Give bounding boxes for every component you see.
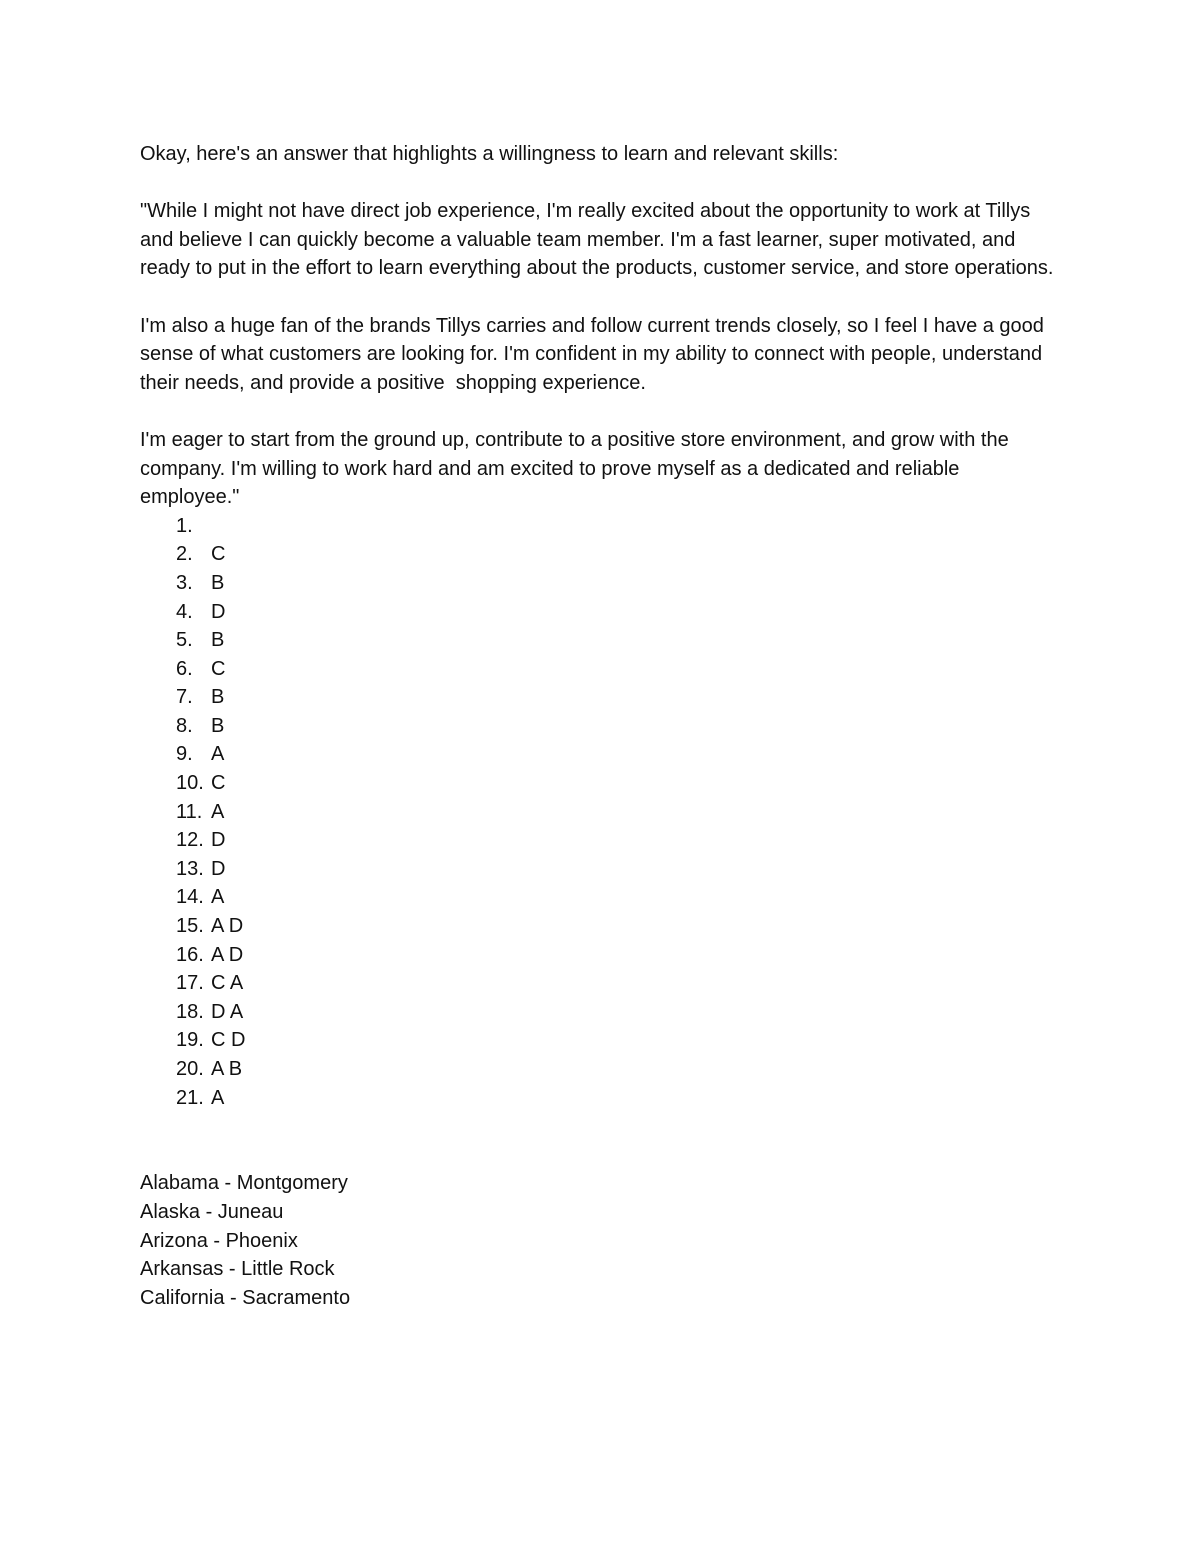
list-number: 5. [176,629,193,652]
list-number: 10. [176,772,204,795]
list-value: C A [211,972,244,995]
list-item [140,540,1060,569]
list-value: A [211,800,225,823]
list-value: D [211,829,226,852]
list-item [140,712,1060,741]
list-number: 21. [176,1086,204,1109]
blank-space [140,1112,1060,1169]
list-value: A [211,1086,225,1109]
list-number: 11. [176,800,203,823]
list-value: B [211,629,225,652]
capital-item: Alaska - Juneau [140,1200,284,1223]
list-value: A [211,743,225,766]
list-value: B [211,686,225,709]
list-number: 13. [176,857,204,880]
list-item [140,912,1060,941]
list-item [140,969,1060,998]
list-value: A [211,886,225,909]
list-item [140,883,1060,912]
list-item [140,598,1060,627]
list-value: A D [211,915,244,938]
list-item [140,998,1060,1027]
list-value: A D [211,943,244,966]
list-value: B [211,714,225,737]
list-number: 18. [176,1000,204,1023]
capital-item: Alabama - Montgomery [140,1172,348,1195]
list-item [140,1084,1060,1113]
list-item [140,826,1060,855]
list-value: D [211,600,226,623]
list-number: 4. [176,600,193,623]
list-item [140,1026,1060,1055]
list-item [140,683,1060,712]
capital-item: Arkansas - Little Rock [140,1258,335,1281]
list-number: 7. [176,686,193,709]
list-value: A B [211,1058,243,1080]
document-page [140,140,1060,1312]
list-item [140,740,1060,769]
list-item [140,569,1060,598]
list-number: 12. [176,829,204,852]
list-item [140,941,1060,970]
list-item [140,512,1060,541]
answer-paragraph-1: "While I might not have direct job experience, I'm really excited about the opportunity to work at Tillys and believe I can quickly become a valuable team member. I'm a fast learner, super motivated, and ready to put in the effort to learn everything about the products, customer service, and store operations. [140,200,1054,280]
list-number: 15. [176,915,204,938]
list-value: C D [211,1029,246,1052]
list-value: C [211,772,226,795]
intro-text: Okay, here's an answer that highlights a willingness to learn and relevant skills: [140,143,839,165]
list-number: 14. [176,886,204,909]
list-item [140,855,1060,884]
state-capitals-list [140,1169,1060,1312]
list-item [140,626,1060,655]
capital-item: California - Sacramento [140,1286,351,1309]
list-item [140,1055,1060,1084]
list-value: B [211,571,225,594]
list-item [140,798,1060,827]
list-item [140,655,1060,684]
list-value: D [211,857,226,880]
list-number: 8. [176,714,193,737]
answer-paragraph-3: I'm eager to start from the ground up, contribute to a positive store environment, and grow with the company. I'm willing to work hard and am excited to prove myself as a dedicated and reliable employee." [140,428,1015,509]
list-number: 9. [176,743,193,766]
list-number: 1. [176,514,193,537]
list-value: C [211,543,226,566]
list-number: 2. [176,543,193,566]
list-number: 16. [176,943,204,966]
list-number: 20. [176,1058,204,1080]
list-number: 3. [176,571,193,594]
capital-item: Arizona - Phoenix [140,1229,298,1252]
list-number: 19. [176,1029,204,1052]
answer-paragraph-2: I'm also a huge fan of the brands Tillys carries and follow current trends closely, so I feel I have a good sense of what customers are looking for. I'm confident in my ability to connect with people, understand their needs, and provide a positive shopping experience. [140,314,1050,394]
list-item [140,769,1060,798]
list-number: 6. [176,657,193,680]
list-number: 17. [176,972,204,995]
list-value: D A [211,1000,244,1023]
answer-key-list [140,512,1060,1112]
list-value: C [211,657,226,680]
